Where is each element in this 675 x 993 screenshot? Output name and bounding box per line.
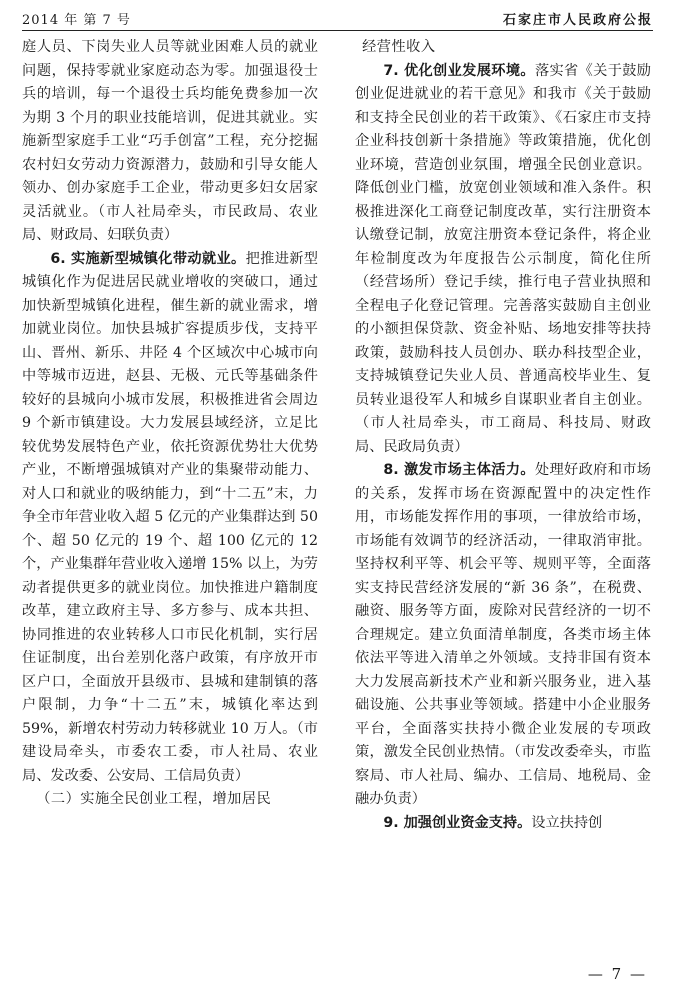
left-column bbox=[22, 36, 318, 812]
page-number: — 7 — bbox=[587, 965, 647, 983]
publication-title: 石家庄市人民政府公报 bbox=[502, 13, 653, 28]
page-header bbox=[22, 6, 653, 30]
item-8-body: 处理好政府和市场的关系，发挥市场在资源配置中的决定性作用，市场能发挥作用的事项，一律放给市场，市场能有效调节的经济活动，一律取消审批。坚持权利平等、机会平等、规则平等，全面落实支持民营经济发展的“新 36 条”，在税费、融资、服务等方面，废除对民营经济的一切不合理规定。建立负面清单制度，各类市场主体依法平等进入清单之外领域。支持非国有资本大力发展高新技术产业和新兴服务业，进入基础设施、公共事业等领域。搭建中小企业服务平台，全面落实扶持小微企业发展的专项政策，激发全民创业热情。（市发改委牵头，市监察局、市人社局、编办、工信局、地税局、金融办负责） bbox=[355, 462, 651, 807]
header-rule bbox=[22, 30, 653, 31]
item-7-body: 落实省《关于鼓励创业促进就业的若干意见》和我市《关于鼓励和支持全民创业的若干政策》、《石家庄市支持企业科技创新十条措施》等政策措施，优化创业环境，营造创业氛围，增强全民创业意识。降低创业门槛，放宽创业领域和准入条件。积极推进深化工商登记制度改革，实行注册资本认缴登记制，放宽注册资本登记条件，将企业年检制度改为年度报告公示制度，简化住所（经营场所）登记手续，推行电子营业执照和全程电子化登记管理。完善落实鼓励自主创业的小额担保贷款、资金补贴、场地安排等扶持政策，鼓励科技人员创办、联办科技型企业，支持城镇登记失业人员、普通高校毕业生、复员转业退役军人和城乡自谋职业者自主创业。（市人社局牵头，市工商局、科技局、财政局、民政局负责） bbox=[355, 62, 651, 455]
item-7-heading: 7. 优化创业发展环境。 bbox=[383, 62, 535, 79]
item-6-body: 把推进新型城镇化作为促进居民就业增收的突破口，通过加快新型城镇化进程，催生新的就业需求，增加就业岗位。加快县城扩容提质步伐，支持平山、晋州、新乐、井陉 4 个区域次中心城市向中等城市迈进，赵县、无极、元氏等基础条件较好的县城向小城市发展，积极推进省会周边 9 个新市镇建设。大力发展县域经济，立足比较优势发展特色产业，依托资源优势壮大优势产业，不断增强城镇对产业的集聚带动能力、对人口和就业的吸纳能力，到“十二五”末，力争全市年营业收入超 5 亿元的产业集群达到 50 个、超 50 亿元的 19 个、超 100 亿元的 12 个，产业集群年营业收入递增 15% 以上，为劳动者提供更多的就业岗位。加快推进户籍制度改革，建立政府主导、多方参与、成本共担、协同推进的农业转移人口市民化机制，实行居住证制度，出台差别化落户政策，有序放开市区户口，全面放开县级市、县城和建制镇的落户限制，力争“十二五”末，城镇化率达到 59%，新增农村劳动力转移就业 10 万人。（市建设局牵头，市委农工委，市人社局、农业局、发改委、公安局、工信局负责） bbox=[22, 250, 318, 784]
section-2-heading-continued: 经营性收入 bbox=[362, 39, 436, 55]
item-8-heading: 8. 激发市场主体活力。 bbox=[383, 462, 535, 478]
item-6-heading: 6. 实施新型城镇化带动就业。 bbox=[50, 250, 246, 267]
issue-label: 2014 年 第 7 号 bbox=[22, 13, 131, 28]
item-8-paragraph bbox=[355, 459, 651, 812]
item-9-heading: 9. 加强创业资金支持。 bbox=[383, 814, 532, 831]
section-2-heading: （二）实施全民创业工程，增加居民 bbox=[36, 791, 272, 807]
paragraph-continued: 庭人员、下岗失业人员等就业困难人员的就业问题，保持零就业家庭动态为零。加强退役士兵的培训，每一个退役士兵均能免费参加一次为期 3 个月的职业技能培训，促进其就业。实施新型家庭手工业“巧手创富”工程，充分挖掘农村妇女劳动力资源潜力，鼓励和引导女能人领办、创办家庭手工企业，带动更多妇女居家灵活就业。（市人社局牵头，市民政局、农业局、财政局、妇联负责） bbox=[22, 39, 318, 243]
right-column bbox=[355, 36, 651, 835]
item-9-body: 设立扶持创 bbox=[531, 814, 603, 831]
item-7-paragraph bbox=[355, 60, 651, 460]
item-9-paragraph bbox=[355, 812, 651, 836]
item-6-paragraph bbox=[22, 248, 318, 789]
